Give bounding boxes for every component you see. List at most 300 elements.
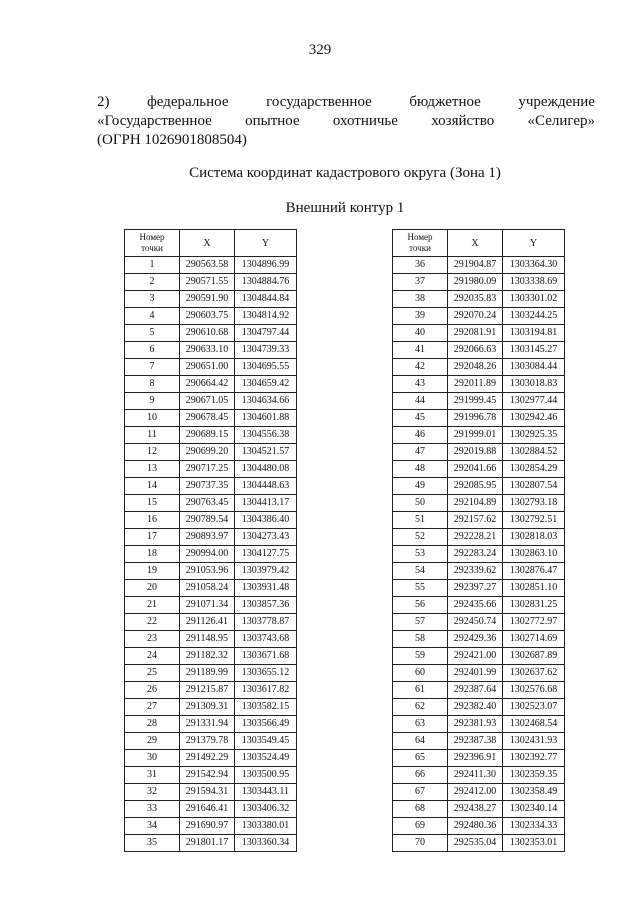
y-coordinate-cell: 1302818.03 [503, 529, 565, 546]
table-row [393, 427, 565, 444]
paragraph-word: бюджетное [409, 94, 481, 110]
column-header-point-number [393, 230, 448, 257]
y-coordinate-cell: 1302977.44 [503, 393, 565, 410]
x-coordinate-cell: 292397.27 [448, 580, 503, 597]
x-coordinate-cell: 291379.78 [180, 733, 235, 750]
point-number-cell: 12 [125, 444, 180, 461]
point-number-cell: 41 [393, 342, 448, 359]
point-number-cell: 23 [125, 631, 180, 648]
y-coordinate-cell: 1302851.10 [503, 580, 565, 597]
table-row [125, 733, 297, 750]
point-number-cell: 3 [125, 291, 180, 308]
point-number-cell: 70 [393, 835, 448, 852]
column-header-x: X [180, 230, 235, 257]
y-coordinate-cell: 1302925.35 [503, 427, 565, 444]
point-number-cell: 31 [125, 767, 180, 784]
point-number-cell: 45 [393, 410, 448, 427]
table-row [125, 308, 297, 325]
point-number-cell: 27 [125, 699, 180, 716]
x-coordinate-cell: 292401.99 [448, 665, 503, 682]
table-row [125, 682, 297, 699]
table-row [125, 784, 297, 801]
point-number-cell: 56 [393, 597, 448, 614]
point-number-cell: 10 [125, 410, 180, 427]
point-number-cell: 63 [393, 716, 448, 733]
point-number-cell: 47 [393, 444, 448, 461]
table-row [393, 410, 565, 427]
column-header-x: X [448, 230, 503, 257]
y-coordinate-cell: 1304814.92 [235, 308, 297, 325]
point-number-cell: 8 [125, 376, 180, 393]
point-number-cell: 50 [393, 495, 448, 512]
y-coordinate-cell: 1302863.10 [503, 546, 565, 563]
table-row [393, 495, 565, 512]
y-coordinate-cell: 1302340.14 [503, 801, 565, 818]
point-number-cell: 32 [125, 784, 180, 801]
x-coordinate-cell: 291690.97 [180, 818, 235, 835]
y-coordinate-cell: 1303380.01 [235, 818, 297, 835]
table-row [393, 580, 565, 597]
y-coordinate-cell: 1302576.68 [503, 682, 565, 699]
table-row [393, 784, 565, 801]
x-coordinate-cell: 292157.62 [448, 512, 503, 529]
x-coordinate-cell: 291071.34 [180, 597, 235, 614]
table-row [125, 291, 297, 308]
y-coordinate-cell: 1303931.48 [235, 580, 297, 597]
y-coordinate-cell: 1304739.33 [235, 342, 297, 359]
x-coordinate-cell: 291542.94 [180, 767, 235, 784]
header-text: Номер [139, 232, 165, 242]
point-number-cell: 61 [393, 682, 448, 699]
table-row [393, 648, 565, 665]
table-row [125, 376, 297, 393]
table-row [393, 631, 565, 648]
table-row [125, 716, 297, 733]
table-row [125, 257, 297, 274]
table-row [393, 750, 565, 767]
table-row [125, 342, 297, 359]
y-coordinate-cell: 1303406.32 [235, 801, 297, 818]
table-row [125, 631, 297, 648]
y-coordinate-cell: 1303743.68 [235, 631, 297, 648]
y-coordinate-cell: 1302353.01 [503, 835, 565, 852]
y-coordinate-cell: 1304386.40 [235, 512, 297, 529]
table-row [125, 546, 297, 563]
y-coordinate-cell: 1302358.49 [503, 784, 565, 801]
table-row [393, 835, 565, 852]
organization-paragraph [97, 93, 595, 150]
paragraph-word: федеральное [147, 94, 229, 110]
table-row [393, 716, 565, 733]
point-number-cell: 57 [393, 614, 448, 631]
x-coordinate-cell: 290671.05 [180, 393, 235, 410]
table-row [393, 376, 565, 393]
y-coordinate-cell: 1303582.15 [235, 699, 297, 716]
table-row [125, 597, 297, 614]
x-coordinate-cell: 292429.36 [448, 631, 503, 648]
paragraph-line-1 [97, 93, 595, 112]
table-row [393, 461, 565, 478]
x-coordinate-cell: 290563.58 [180, 257, 235, 274]
point-number-cell: 1 [125, 257, 180, 274]
table-row [125, 393, 297, 410]
point-number-cell: 66 [393, 767, 448, 784]
table-row [125, 444, 297, 461]
header-text: точки [409, 243, 431, 253]
x-coordinate-cell: 291215.87 [180, 682, 235, 699]
x-coordinate-cell: 291492.29 [180, 750, 235, 767]
table-row [393, 699, 565, 716]
y-coordinate-cell: 1302876.47 [503, 563, 565, 580]
y-coordinate-cell: 1304413.17 [235, 495, 297, 512]
y-coordinate-cell: 1302431.93 [503, 733, 565, 750]
x-coordinate-cell: 292396.91 [448, 750, 503, 767]
contour-heading: Внешний контур 1 [285, 200, 405, 216]
x-coordinate-cell: 292535.04 [448, 835, 503, 852]
x-coordinate-cell: 292035.83 [448, 291, 503, 308]
point-number-cell: 62 [393, 699, 448, 716]
x-coordinate-cell: 290893.97 [180, 529, 235, 546]
point-number-cell: 60 [393, 665, 448, 682]
point-number-cell: 38 [393, 291, 448, 308]
point-number-cell: 65 [393, 750, 448, 767]
paragraph-word: «Селигер» [527, 113, 595, 129]
y-coordinate-cell: 1303084.44 [503, 359, 565, 376]
y-coordinate-cell: 1304884.76 [235, 274, 297, 291]
y-coordinate-cell: 1302854.29 [503, 461, 565, 478]
point-number-cell: 11 [125, 427, 180, 444]
y-coordinate-cell: 1303857.36 [235, 597, 297, 614]
y-coordinate-cell: 1302714.69 [503, 631, 565, 648]
table-row [393, 308, 565, 325]
y-coordinate-cell: 1303360.34 [235, 835, 297, 852]
y-coordinate-cell: 1303778.87 [235, 614, 297, 631]
x-coordinate-cell: 291996.78 [448, 410, 503, 427]
y-coordinate-cell: 1303443.11 [235, 784, 297, 801]
point-number-cell: 64 [393, 733, 448, 750]
y-coordinate-cell: 1302807.54 [503, 478, 565, 495]
table-row [125, 359, 297, 376]
y-coordinate-cell: 1303364.30 [503, 257, 565, 274]
point-number-cell: 9 [125, 393, 180, 410]
y-coordinate-cell: 1303566.49 [235, 716, 297, 733]
x-coordinate-cell: 290717.25 [180, 461, 235, 478]
y-coordinate-cell: 1302831.25 [503, 597, 565, 614]
point-number-cell: 14 [125, 478, 180, 495]
x-coordinate-cell: 292283.24 [448, 546, 503, 563]
x-coordinate-cell: 292411.30 [448, 767, 503, 784]
x-coordinate-cell: 292048.26 [448, 359, 503, 376]
table-row [393, 665, 565, 682]
coordinates-table-left [124, 229, 297, 852]
x-coordinate-cell: 292070.24 [448, 308, 503, 325]
point-number-cell: 53 [393, 546, 448, 563]
x-coordinate-cell: 290689.15 [180, 427, 235, 444]
x-coordinate-cell: 292085.95 [448, 478, 503, 495]
point-number-cell: 4 [125, 308, 180, 325]
table-row [393, 257, 565, 274]
point-number-cell: 28 [125, 716, 180, 733]
table-row [125, 665, 297, 682]
header-text: точки [141, 243, 163, 253]
x-coordinate-cell: 291182.32 [180, 648, 235, 665]
x-coordinate-cell: 290699.20 [180, 444, 235, 461]
y-coordinate-cell: 1302359.35 [503, 767, 565, 784]
y-coordinate-cell: 1304896.99 [235, 257, 297, 274]
coordinate-system-heading: Система координат кадастрового округа (Зона 1) [189, 165, 501, 181]
table-row [393, 325, 565, 342]
point-number-cell: 52 [393, 529, 448, 546]
x-coordinate-cell: 292387.38 [448, 733, 503, 750]
point-number-cell: 2 [125, 274, 180, 291]
y-coordinate-cell: 1303338.69 [503, 274, 565, 291]
y-coordinate-cell: 1304480.08 [235, 461, 297, 478]
y-coordinate-cell: 1302792.51 [503, 512, 565, 529]
point-number-cell: 22 [125, 614, 180, 631]
y-coordinate-cell: 1302334.33 [503, 818, 565, 835]
x-coordinate-cell: 291904.87 [448, 257, 503, 274]
y-coordinate-cell: 1302687.89 [503, 648, 565, 665]
table-row [125, 461, 297, 478]
x-coordinate-cell: 291126.41 [180, 614, 235, 631]
y-coordinate-cell: 1303671.68 [235, 648, 297, 665]
table-row [393, 274, 565, 291]
x-coordinate-cell: 292438.27 [448, 801, 503, 818]
point-number-cell: 13 [125, 461, 180, 478]
point-number-cell: 34 [125, 818, 180, 835]
point-number-cell: 16 [125, 512, 180, 529]
point-number-cell: 51 [393, 512, 448, 529]
table-row [393, 682, 565, 699]
x-coordinate-cell: 292081.91 [448, 325, 503, 342]
y-coordinate-cell: 1304601.88 [235, 410, 297, 427]
table-row [125, 410, 297, 427]
y-coordinate-cell: 1302637.62 [503, 665, 565, 682]
x-coordinate-cell: 290633.10 [180, 342, 235, 359]
table-row [125, 478, 297, 495]
x-coordinate-cell: 292228.21 [448, 529, 503, 546]
point-number-cell: 58 [393, 631, 448, 648]
table-row [393, 733, 565, 750]
x-coordinate-cell: 292480.36 [448, 818, 503, 835]
point-number-cell: 5 [125, 325, 180, 342]
y-coordinate-cell: 1304695.55 [235, 359, 297, 376]
table-row [393, 767, 565, 784]
table-row [125, 614, 297, 631]
x-coordinate-cell: 291980.09 [448, 274, 503, 291]
table-row [393, 614, 565, 631]
x-coordinate-cell: 291053.96 [180, 563, 235, 580]
coordinates-table-right [392, 229, 565, 852]
paragraph-word: государственное [266, 94, 372, 110]
paragraph-line-3 [97, 131, 595, 150]
paragraph-word: учреждение [518, 94, 595, 110]
table-row [125, 427, 297, 444]
table-row [125, 325, 297, 342]
header-text: Номер [407, 232, 433, 242]
y-coordinate-cell: 1304844.84 [235, 291, 297, 308]
y-coordinate-cell: 1302523.07 [503, 699, 565, 716]
point-number-cell: 17 [125, 529, 180, 546]
x-coordinate-cell: 292450.74 [448, 614, 503, 631]
table-row [393, 546, 565, 563]
x-coordinate-cell: 292382.40 [448, 699, 503, 716]
point-number-cell: 20 [125, 580, 180, 597]
y-coordinate-cell: 1304797.44 [235, 325, 297, 342]
x-coordinate-cell: 291309.31 [180, 699, 235, 716]
x-coordinate-cell: 291999.01 [448, 427, 503, 444]
x-coordinate-cell: 290651.00 [180, 359, 235, 376]
point-number-cell: 33 [125, 801, 180, 818]
y-coordinate-cell: 1304448.63 [235, 478, 297, 495]
y-coordinate-cell: 1304521.57 [235, 444, 297, 461]
x-coordinate-cell: 292011.89 [448, 376, 503, 393]
x-coordinate-cell: 290571.55 [180, 274, 235, 291]
column-header-point-number [125, 230, 180, 257]
point-number-cell: 21 [125, 597, 180, 614]
point-number-cell: 43 [393, 376, 448, 393]
point-number-cell: 25 [125, 665, 180, 682]
y-coordinate-cell: 1302468.54 [503, 716, 565, 733]
point-number-cell: 24 [125, 648, 180, 665]
x-coordinate-cell: 290591.90 [180, 291, 235, 308]
paragraph-word: охотничье [332, 113, 398, 129]
point-number-cell: 59 [393, 648, 448, 665]
x-coordinate-cell: 290610.68 [180, 325, 235, 342]
table-row [125, 818, 297, 835]
x-coordinate-cell: 292104.89 [448, 495, 503, 512]
y-coordinate-cell: 1304556.38 [235, 427, 297, 444]
table-row [393, 444, 565, 461]
x-coordinate-cell: 290994.00 [180, 546, 235, 563]
y-coordinate-cell: 1302884.52 [503, 444, 565, 461]
x-coordinate-cell: 292066.63 [448, 342, 503, 359]
point-number-cell: 55 [393, 580, 448, 597]
table-row [125, 801, 297, 818]
y-coordinate-cell: 1303018.83 [503, 376, 565, 393]
point-number-cell: 18 [125, 546, 180, 563]
y-coordinate-cell: 1303244.25 [503, 308, 565, 325]
point-number-cell: 26 [125, 682, 180, 699]
table-row [125, 767, 297, 784]
y-coordinate-cell: 1303979.42 [235, 563, 297, 580]
x-coordinate-cell: 292339.62 [448, 563, 503, 580]
x-coordinate-cell: 290763.45 [180, 495, 235, 512]
table-row [125, 529, 297, 546]
table-header-row [125, 230, 297, 257]
table-row [393, 801, 565, 818]
point-number-cell: 44 [393, 393, 448, 410]
table-row [393, 478, 565, 495]
page-number: 329 [308, 42, 332, 58]
table-row [393, 512, 565, 529]
point-number-cell: 54 [393, 563, 448, 580]
x-coordinate-cell: 292412.00 [448, 784, 503, 801]
y-coordinate-cell: 1303524.49 [235, 750, 297, 767]
x-coordinate-cell: 290737.35 [180, 478, 235, 495]
point-number-cell: 40 [393, 325, 448, 342]
y-coordinate-cell: 1303194.81 [503, 325, 565, 342]
x-coordinate-cell: 290678.45 [180, 410, 235, 427]
paragraph-word: хозяйство [431, 113, 495, 129]
y-coordinate-cell: 1302793.18 [503, 495, 565, 512]
y-coordinate-cell: 1304127.75 [235, 546, 297, 563]
ogrn-number: (ОГРН 1026901808504) [97, 132, 247, 148]
y-coordinate-cell: 1303145.27 [503, 342, 565, 359]
table-header-row [393, 230, 565, 257]
paragraph-word: опытное [245, 113, 300, 129]
paragraph-word: 2) [97, 94, 110, 110]
x-coordinate-cell: 292019.88 [448, 444, 503, 461]
point-number-cell: 15 [125, 495, 180, 512]
table-row [393, 342, 565, 359]
column-header-y: Y [503, 230, 565, 257]
table-row [393, 563, 565, 580]
point-number-cell: 48 [393, 461, 448, 478]
x-coordinate-cell: 292381.93 [448, 716, 503, 733]
y-coordinate-cell: 1302772.97 [503, 614, 565, 631]
paragraph-word: «Государственное [97, 113, 212, 129]
point-number-cell: 35 [125, 835, 180, 852]
column-header-y: Y [235, 230, 297, 257]
point-number-cell: 46 [393, 427, 448, 444]
table-row [125, 699, 297, 716]
point-number-cell: 30 [125, 750, 180, 767]
x-coordinate-cell: 290664.42 [180, 376, 235, 393]
x-coordinate-cell: 290603.75 [180, 308, 235, 325]
y-coordinate-cell: 1304659.42 [235, 376, 297, 393]
table-row [125, 512, 297, 529]
paragraph-line-2 [97, 112, 595, 131]
point-number-cell: 7 [125, 359, 180, 376]
table-row [393, 359, 565, 376]
x-coordinate-cell: 291646.41 [180, 801, 235, 818]
table-row [125, 563, 297, 580]
x-coordinate-cell: 290789.54 [180, 512, 235, 529]
point-number-cell: 49 [393, 478, 448, 495]
table-row [125, 750, 297, 767]
x-coordinate-cell: 291058.24 [180, 580, 235, 597]
y-coordinate-cell: 1303301.02 [503, 291, 565, 308]
x-coordinate-cell: 292421.00 [448, 648, 503, 665]
point-number-cell: 39 [393, 308, 448, 325]
point-number-cell: 67 [393, 784, 448, 801]
y-coordinate-cell: 1302392.77 [503, 750, 565, 767]
x-coordinate-cell: 291999.45 [448, 393, 503, 410]
x-coordinate-cell: 291801.17 [180, 835, 235, 852]
x-coordinate-cell: 291331.94 [180, 716, 235, 733]
table-row [393, 393, 565, 410]
y-coordinate-cell: 1303500.95 [235, 767, 297, 784]
table-row [393, 529, 565, 546]
x-coordinate-cell: 291189.99 [180, 665, 235, 682]
table-row [125, 274, 297, 291]
point-number-cell: 69 [393, 818, 448, 835]
table-row [393, 818, 565, 835]
y-coordinate-cell: 1304634.66 [235, 393, 297, 410]
table-row [393, 597, 565, 614]
point-number-cell: 37 [393, 274, 448, 291]
point-number-cell: 29 [125, 733, 180, 750]
point-number-cell: 68 [393, 801, 448, 818]
table-row [125, 580, 297, 597]
x-coordinate-cell: 291594.31 [180, 784, 235, 801]
table-row [125, 648, 297, 665]
y-coordinate-cell: 1303617.82 [235, 682, 297, 699]
table-row [393, 291, 565, 308]
point-number-cell: 36 [393, 257, 448, 274]
y-coordinate-cell: 1303549.45 [235, 733, 297, 750]
